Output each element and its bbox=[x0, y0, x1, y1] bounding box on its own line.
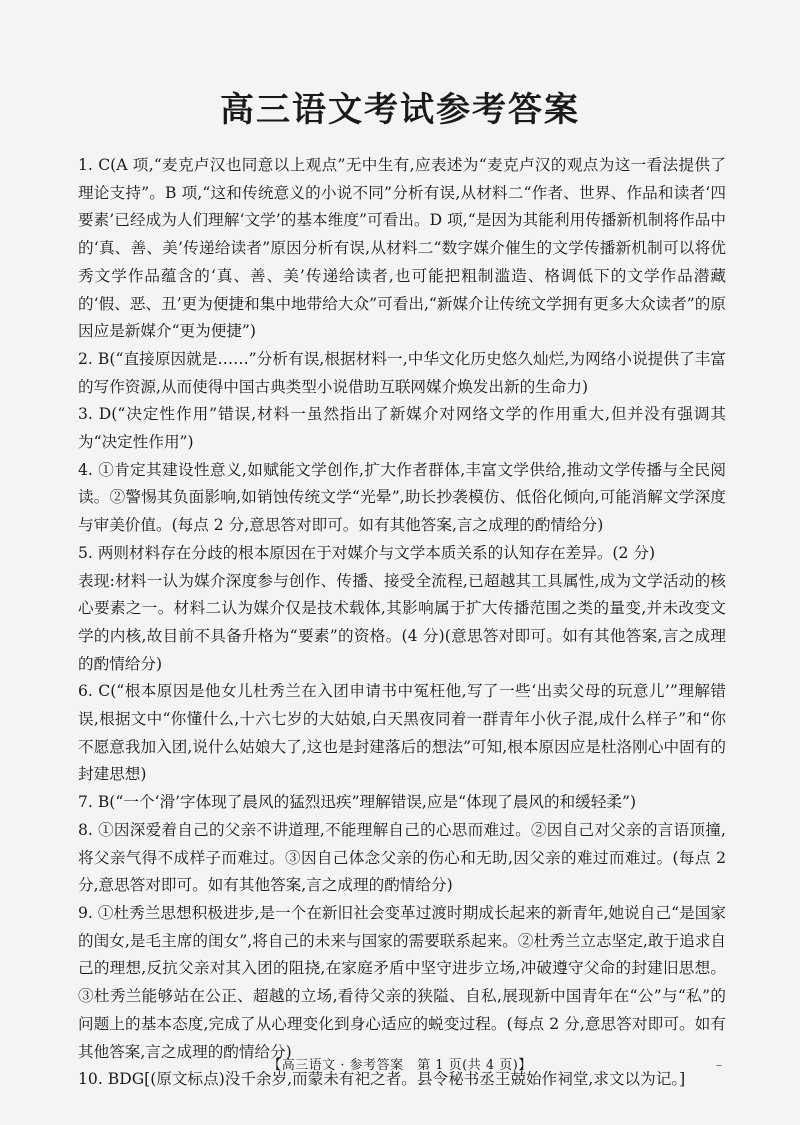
answer-list bbox=[78, 152, 726, 1094]
answer-item-6: 6. C(“根本原因是他女儿杜秀兰在入团申请书中冤枉他,写了一些‘出卖父母的玩意儿’”理解错误,根据文中“你懂什么,十六七岁的大姑娘,白天黑夜同着一群青年小伙子混,成什么样子”和“你不愿意我加入团,说什么姑娘大了,这也是封建落后的想法”可知,根本原因应是杜洛刚心中固有的封建思想) bbox=[78, 682, 726, 784]
page-footer: 【高三语文 · 参考答案 第 1 页(共 4 页)】 bbox=[268, 1058, 532, 1073]
answer-item-8: 8. ①因深爱着自己的父亲不讲道理,不能理解自己的心思而难过。②因自己对父亲的言语顶撞,将父亲气得不成样子而难过。③因自己体念父亲的伤心和无助,因父亲的难过而难过。(每点 2 分,意思答对即可。如有其他答案,言之成理的酌情给分) bbox=[78, 820, 726, 895]
answer-item-7: 7. B(“一个‘滑’字体现了晨风的猛烈迅疾”理解错误,应是“体现了晨风的和缓轻柔”) bbox=[78, 793, 637, 812]
corner-mark: – bbox=[716, 1058, 722, 1072]
answer-item-10: 10. BDG[(原文标点)没千余岁,而蒙未有祀之者。县令秘书丞王兢始作祠堂,求文以为记。] bbox=[78, 1070, 686, 1089]
answer-item-3: 3. D(“决定性作用”错误,材料一虽然指出了新媒介对网络文学的作用重大,但并没有强调其为“决定性作用”) bbox=[78, 405, 726, 452]
answer-item-1: 1. C(A 项,“麦克卢汉也同意以上观点”无中生有,应表述为“麦克卢汉的观点为这一看法提供了理论支持”。B 项,“这和传统意义的小说不同”分析有误,从材料二“作者、世界、作品和读者‘四要素’已经成为人们理解‘文学’的基本维度”可看出。D 项,“是因为其能利用传播新机制将作品中的‘真、善、美’传递给读者”原因分析有误,从材料二“数字媒介催生的文学传播新机制可以将优秀文学作品蕴含的‘真、善、美’传递给读者,也可能把粗制滥造、格调低下的文学作品潜藏的‘假、恶、丑’更为便捷和集中地带给大众”可看出,“新媒介让传统文学拥有更多大众读者”的原因应是新媒介“更为便捷”) bbox=[78, 156, 726, 341]
answer-item-5-detail: 表现:材料一认为媒介深度参与创作、传播、接受全流程,已超越其工具属性,成为文学活动的核心要素之一。材料二认为媒介仅是技术载体,其影响属于扩大传播范围之类的量变,并未改变文学的内核,故目前不具备升格为“要素”的资格。(4 分)(意思答对即可。如有其他答案,言之成理的酌情给分) bbox=[78, 571, 726, 673]
answer-item-4: 4. ①肯定其建设性意义,如赋能文学创作,扩大作者群体,丰富文学供给,推动文学传播与全民阅读。②警惕其负面影响,如销蚀传统文学“光晕”,助长抄袭模仿、低俗化倾向,可能消解文学深度与审美价值。(每点 2 分,意思答对即可。如有其他答案,言之成理的酌情给分) bbox=[78, 460, 726, 535]
answer-item-5: 5. 两则材料存在分歧的根本原因在于对媒介与文学本质关系的认知存在差异。(2 分) bbox=[78, 543, 656, 562]
answer-item-2: 2. B(“直接原因就是……”分析有误,根据材料一,中华文化历史悠久灿烂,为网络小说提供了丰富的写作资源,从而使得中国古典类型小说借助互联网媒介焕发出新的生命力) bbox=[78, 349, 726, 396]
answer-item-9: 9. ①杜秀兰思想积极进步,是一个在新旧社会变革过渡时期成长起来的新青年,她说自己“是国家的闺女,是毛主席的闺女”,将自己的未来与国家的需要联系起来。②杜秀兰立志坚定,敢于追求自己的理想,反抗父亲对其入团的阻挠,在家庭矛盾中坚守进步立场,冲破遵守父命的封建旧思想。③杜秀兰能够站在公正、超越的立场,看待父亲的狭隘、自私,展现新中国青年在“公”与“私”的问题上的基本态度,完成了从心理变化到身心适应的蜕变过程。(每点 2 分,意思答对即可。如有其他答案,言之成理的酌情给分) bbox=[78, 903, 726, 1061]
page-title: 高三语文考试参考答案 bbox=[220, 90, 580, 130]
